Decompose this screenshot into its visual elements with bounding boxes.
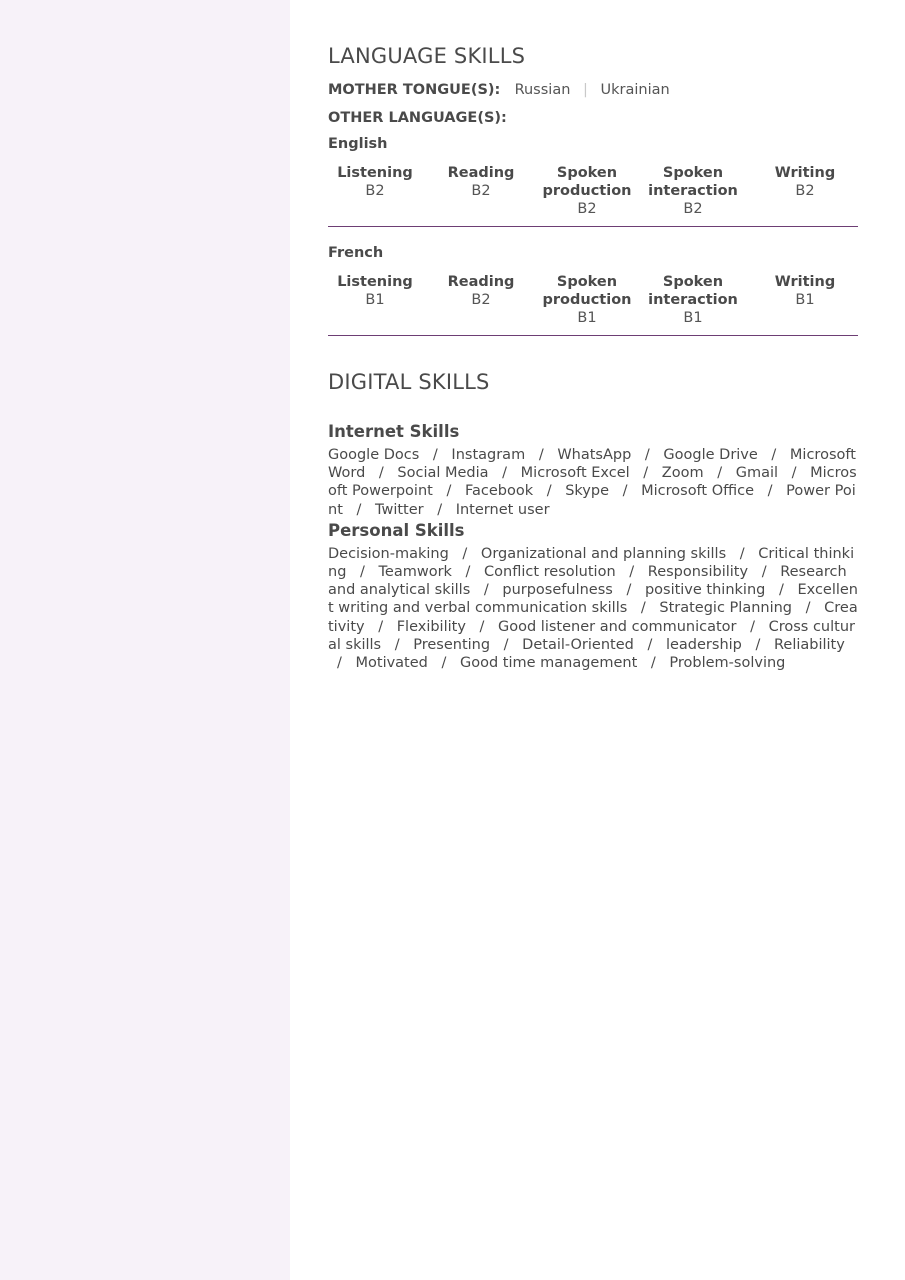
language-block-english <box>328 134 858 227</box>
level-reading <box>422 164 540 218</box>
skill-separator: / <box>462 545 468 562</box>
skill-separator: / <box>629 564 635 581</box>
skill-item: WhatsApp <box>557 447 632 463</box>
level-heading-2: interaction <box>648 183 738 199</box>
skill-item: Critical thinking <box>328 545 855 581</box>
level-heading-2: production <box>542 292 632 308</box>
skill-separator: / <box>739 545 745 562</box>
level-listening <box>328 164 422 218</box>
level-value: B2 <box>577 201 597 217</box>
skill-item: positive thinking <box>644 582 766 599</box>
skill-separator: / <box>767 483 773 500</box>
level-heading: Reading <box>447 165 515 181</box>
skill-item: Excellent writing and verbal communication skills <box>328 582 859 617</box>
skill-item: Research and analytical skills <box>328 564 847 599</box>
other-languages-label: OTHER LANGUAGE(S): <box>328 110 507 126</box>
skill-separator: / <box>360 564 365 581</box>
skill-separator: / <box>483 582 489 599</box>
skill-separator: / <box>650 655 656 672</box>
skill-separator: / <box>538 447 544 463</box>
mother-tongue-separator: | <box>583 82 588 98</box>
language-skills-title: LANGUAGE SKILLS <box>328 44 526 68</box>
skill-item: Instagram <box>451 447 526 463</box>
skill-separator: / <box>755 636 761 653</box>
skill-item: Facebook <box>464 483 534 500</box>
skill-item: Power Point <box>328 483 856 518</box>
skill-item: Microsoft Word <box>328 447 856 482</box>
skill-item: leadership <box>665 636 742 653</box>
skill-separator: / <box>503 636 509 653</box>
skill-item: Presenting <box>413 636 491 653</box>
main-content <box>328 42 858 672</box>
level-heading: Spoken <box>556 165 618 181</box>
skill-separator: / <box>394 636 400 653</box>
level-heading: Listening <box>337 165 413 181</box>
skill-item: Reliability <box>773 636 845 653</box>
skill-separator: / <box>437 501 443 518</box>
skill-separator: / <box>337 655 342 672</box>
level-heading-2: interaction <box>648 292 738 308</box>
level-value: B1 <box>365 292 385 308</box>
skill-item: Gmail <box>735 465 779 482</box>
level-writing <box>752 164 858 218</box>
level-heading-2: production <box>542 183 632 199</box>
skill-separator: / <box>441 655 447 672</box>
skill-item: Google Drive <box>663 447 758 463</box>
skill-item: Microsoft Powerpoint <box>328 465 857 500</box>
personal-skills-list <box>328 545 858 672</box>
skill-item: Decision-making <box>328 545 449 562</box>
level-value: B2 <box>471 183 491 199</box>
skill-item: Problem-solving <box>669 655 786 672</box>
level-value: B2 <box>683 201 703 217</box>
personal-skills-title: Personal Skills <box>328 520 465 540</box>
skill-separator: / <box>778 582 784 599</box>
sidebar-background <box>0 0 290 1280</box>
language-levels-grid <box>328 273 858 335</box>
mother-tongue-1: Russian <box>514 82 571 98</box>
level-value: B1 <box>683 310 703 326</box>
skill-separator: / <box>805 600 811 617</box>
skill-separator: / <box>771 447 777 463</box>
level-writing <box>752 273 858 327</box>
skill-item: Zoom <box>661 465 704 482</box>
mother-tongue-2: Ukrainian <box>600 82 670 98</box>
level-spoken-production <box>540 164 634 218</box>
skill-separator: / <box>502 465 508 482</box>
level-value: B1 <box>577 310 597 326</box>
skill-separator: / <box>717 465 723 482</box>
language-name: English <box>328 136 388 152</box>
internet-skills-title: Internet Skills <box>328 422 460 441</box>
skill-separator: / <box>761 564 767 581</box>
skill-separator: / <box>378 465 384 482</box>
skill-separator: / <box>356 501 362 518</box>
skill-separator: / <box>546 483 552 500</box>
skill-item: Twitter <box>375 501 424 518</box>
skill-item: purposefulness <box>502 582 613 599</box>
skill-item: Google Docs <box>328 447 420 463</box>
skill-item: Flexibility <box>396 618 466 635</box>
skill-item: Detail-Oriented <box>522 636 634 653</box>
level-heading: Spoken <box>662 274 724 290</box>
level-spoken-production <box>540 273 634 327</box>
skill-item: Skype <box>565 483 609 500</box>
internet-skills-list <box>328 446 858 519</box>
level-heading: Spoken <box>662 165 724 181</box>
mother-tongue-label: MOTHER TONGUE(S): <box>328 82 501 98</box>
skill-separator: / <box>640 600 646 617</box>
skill-separator: / <box>626 582 632 599</box>
level-heading: Spoken <box>556 274 618 290</box>
skill-separator: / <box>647 636 653 653</box>
level-reading <box>422 273 540 327</box>
skill-separator: / <box>750 618 755 635</box>
language-levels-grid <box>328 164 858 226</box>
skill-separator: / <box>446 483 452 500</box>
level-listening <box>328 273 422 327</box>
skill-item: Internet user <box>455 501 550 518</box>
skill-item: Conflict resolution <box>484 564 616 581</box>
level-spoken-interaction <box>634 273 752 327</box>
skill-item: Good listener and communicator <box>498 618 737 635</box>
skill-item: Microsoft Office <box>641 483 755 500</box>
skill-item: Strategic Planning <box>659 600 793 617</box>
skill-separator: / <box>479 618 485 635</box>
skill-item: Motivated <box>355 655 428 672</box>
level-heading: Reading <box>447 274 515 290</box>
skill-item: Organizational and planning skills <box>480 545 727 562</box>
skill-item: Social Media <box>397 465 489 482</box>
level-value: B2 <box>795 183 815 199</box>
skill-separator: / <box>791 465 797 482</box>
skill-item: Microsoft Excel <box>520 465 630 482</box>
digital-skills-title: DIGITAL SKILLS <box>328 370 490 394</box>
level-heading: Writing <box>774 274 836 290</box>
level-value: B2 <box>471 292 491 308</box>
level-value: B1 <box>795 292 815 308</box>
skill-separator: / <box>432 447 438 463</box>
skill-separator: / <box>643 465 649 482</box>
skill-item: Good time management <box>459 655 638 672</box>
skill-separator: / <box>622 483 628 500</box>
skill-separator: / <box>465 564 471 581</box>
skill-item: Responsibility <box>647 564 749 581</box>
language-name: French <box>328 245 384 261</box>
skill-separator: / <box>378 618 384 635</box>
mother-tongue-row <box>328 80 858 100</box>
level-heading: Listening <box>337 274 413 290</box>
other-languages-row <box>328 108 858 128</box>
level-value: B2 <box>365 183 385 199</box>
level-heading: Writing <box>774 165 836 181</box>
skill-item: Teamwork <box>378 564 452 581</box>
skill-item: Cross cultural skills <box>328 618 855 653</box>
language-block-french <box>328 243 858 336</box>
skill-item: Creativity <box>328 600 858 635</box>
level-spoken-interaction <box>634 164 752 218</box>
skill-separator: / <box>644 447 650 463</box>
